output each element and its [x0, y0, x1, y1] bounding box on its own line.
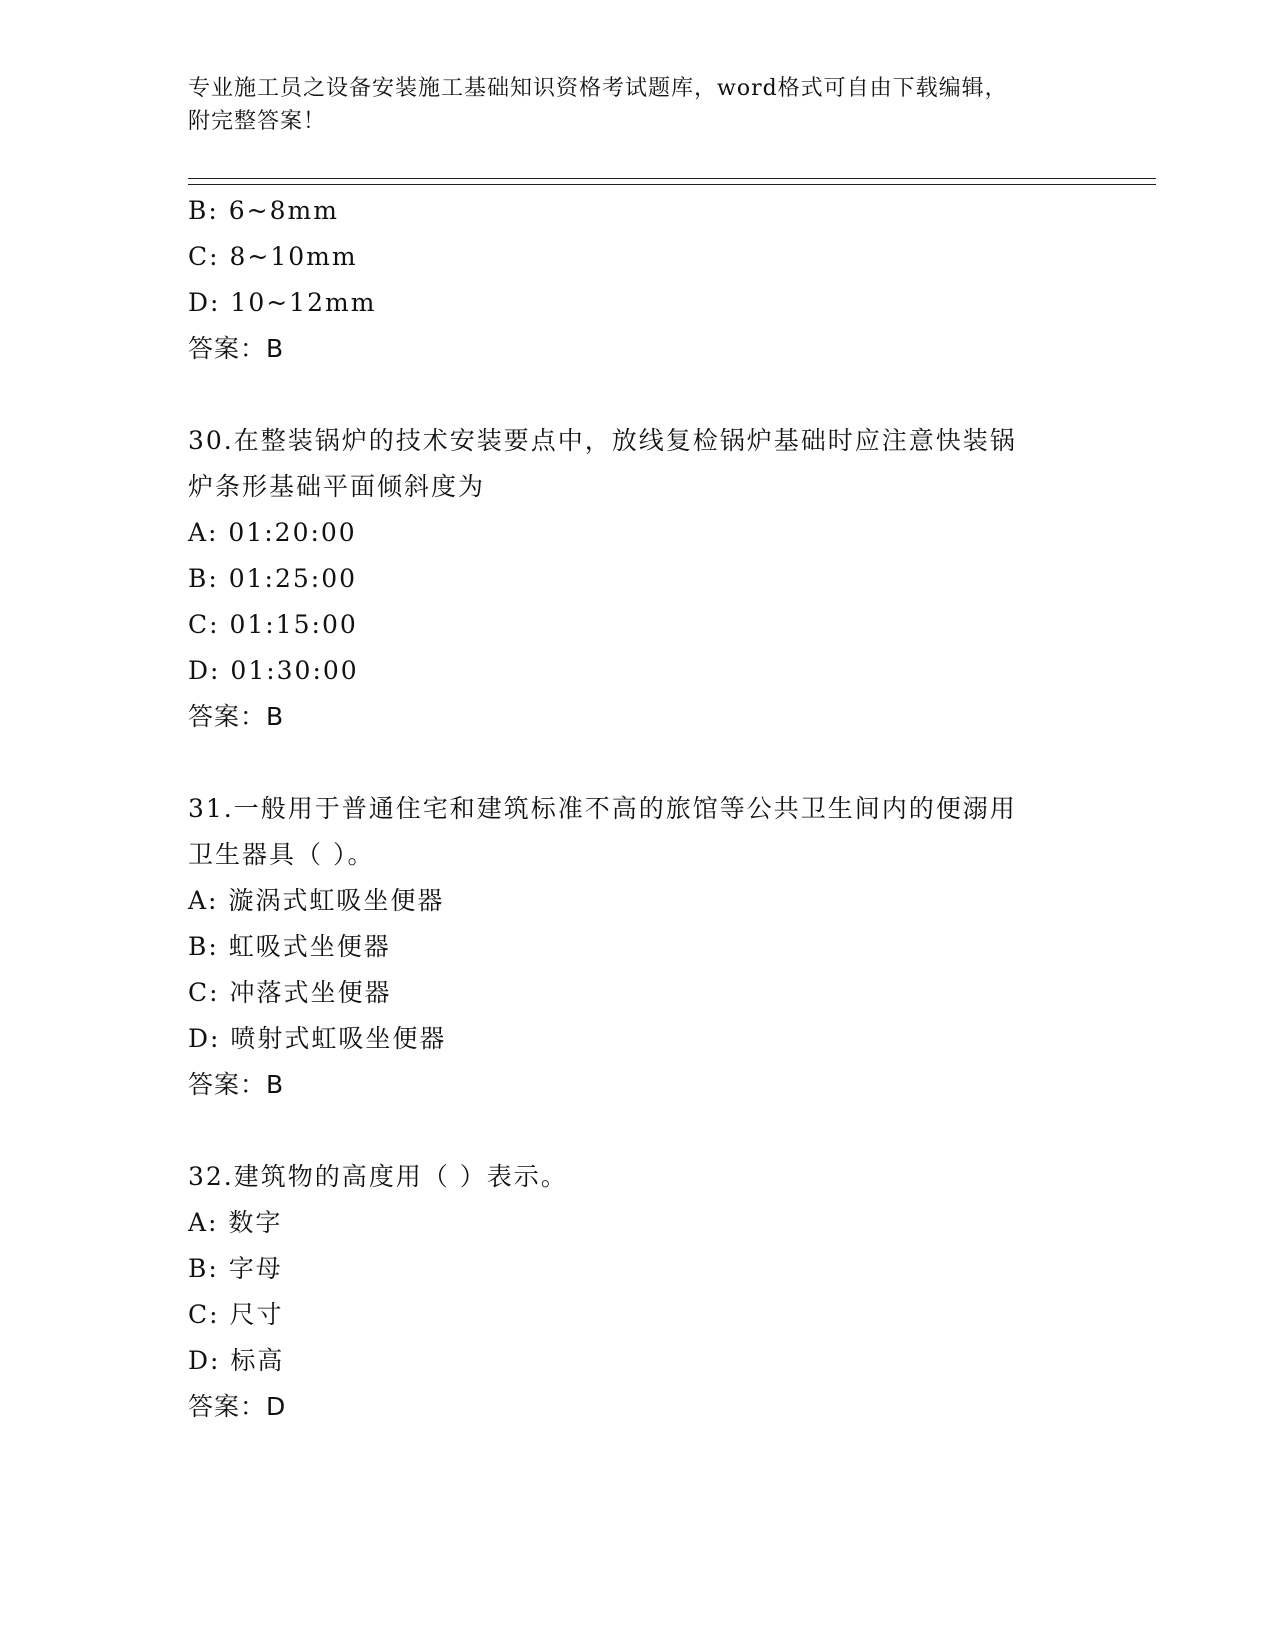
option-d: D: 01:30:00: [188, 656, 359, 685]
option-d: D: 标高: [188, 1346, 285, 1375]
question-31: [188, 786, 1088, 1108]
option-b: B: 6~8mm: [188, 196, 339, 225]
partial-question: [188, 188, 1088, 372]
question-text-line: 炉条形基础平面倾斜度为: [188, 472, 486, 501]
option-d: D: 10~12mm: [188, 288, 377, 317]
option-a: A: 漩涡式虹吸坐便器: [188, 886, 445, 915]
header-divider: [188, 178, 1156, 185]
header-line-1: 专业施工员之设备安装施工基础知识资格考试题库，word格式可自由下载编辑，: [188, 76, 1008, 101]
option-c: C: 尺寸: [188, 1300, 284, 1329]
question-text-line: 30.在整装锅炉的技术安装要点中，放线复检锅炉基础时应注意快装锅: [188, 426, 1017, 455]
header-line-2: 附完整答案！: [188, 109, 327, 134]
option-a: A: 数字: [188, 1208, 283, 1237]
spacer: [188, 1108, 1088, 1154]
option-a: A: 01:20:00: [188, 518, 357, 547]
option-c: C: 8~10mm: [188, 242, 358, 271]
spacer: [188, 372, 1088, 418]
option-c: C: 01:15:00: [188, 610, 358, 639]
answer-line: 答案：D: [188, 1392, 287, 1421]
question-32: [188, 1154, 1088, 1430]
option-b: B: 01:25:00: [188, 564, 358, 593]
question-text-line: 31.一般用于普通住宅和建筑标准不高的旅馆等公共卫生间内的便溺用: [188, 794, 1017, 823]
option-b: B: 字母: [188, 1254, 283, 1283]
question-text-line: 32.建筑物的高度用（ ）表示。: [188, 1162, 568, 1191]
answer-line: 答案：B: [188, 1070, 285, 1099]
spacer: [188, 740, 1088, 786]
question-text-line: 卫生器具（ ）。: [188, 840, 375, 869]
page-header: [188, 72, 1088, 138]
answer-line: 答案：B: [188, 702, 285, 731]
document-body: [188, 188, 1088, 1430]
option-d: D: 喷射式虹吸坐便器: [188, 1024, 447, 1053]
answer-line: 答案：B: [188, 334, 285, 363]
option-c: C: 冲落式坐便器: [188, 978, 392, 1007]
option-b: B: 虹吸式坐便器: [188, 932, 391, 961]
question-30: [188, 418, 1088, 740]
